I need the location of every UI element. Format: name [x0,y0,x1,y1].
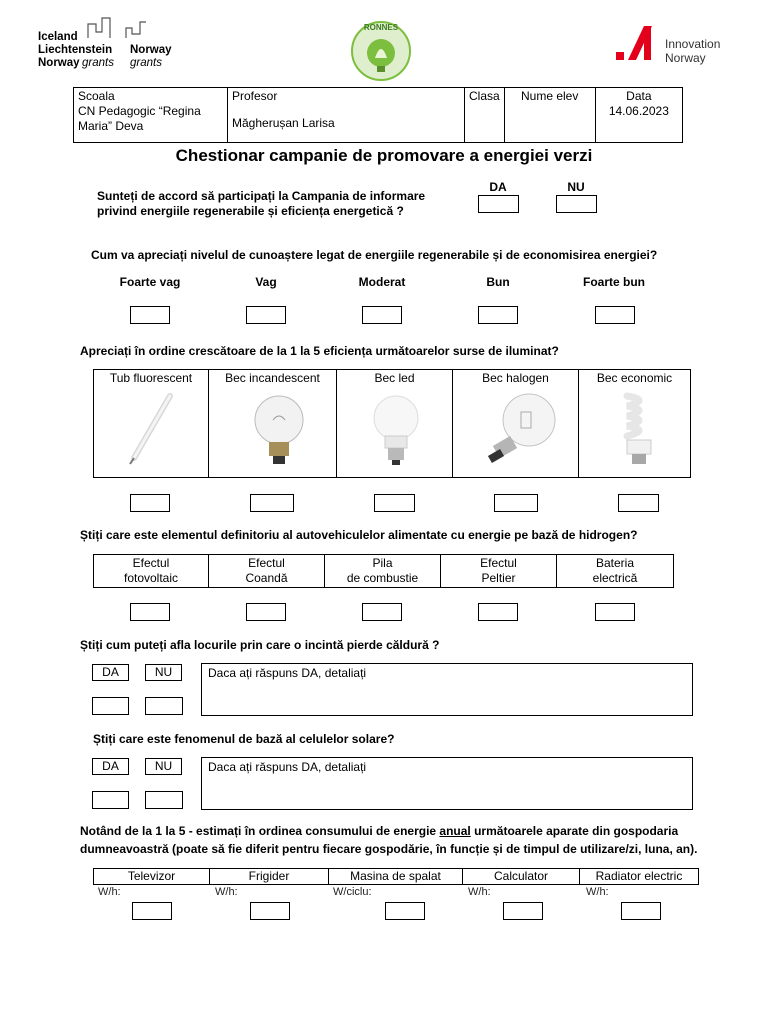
q3-cell-5 [578,369,691,478]
profesor-value: Măgherușan Larisa [232,116,335,130]
q7-box-1[interactable] [132,902,172,920]
logo-text-grants-2: grants [130,57,162,69]
logo-text-liechtenstein: Liechtenstein [38,44,113,56]
q7-item-5: Radiator electric [579,868,699,885]
header-table [73,87,683,143]
q5-detail-field[interactable]: Daca ați răspuns DA, detaliați [201,663,693,716]
q7-text-b: următoarele aparate din gospodaria [470,824,679,838]
q6-da-checkbox[interactable] [92,791,129,809]
q3-cell-3 [336,369,453,478]
q4-cell-1 [93,554,209,588]
q2-box-3[interactable] [362,306,402,324]
q7-text-a: Notând de la 1 la 5 - estimați în ordinea consumului de energie [80,824,440,838]
q3-box-1[interactable] [130,494,170,512]
q3-text: Apreciați în ordine crescătoare de la 1 la 5 eficiența următoarelor surse de iluminat? [80,344,559,358]
halogen-bulb-icon [481,388,561,473]
q4-label-4a: Efectul [480,556,517,570]
q4-label-2b: Coandă [245,571,288,585]
q4-label-5b: electrică [592,571,638,585]
q5-text: Știți cum puteți afla locurile prin care o incintă pierde căldură ? [80,638,440,652]
q7-text-anual: anual [439,824,471,838]
data-value: 14.06.2023 [608,104,669,118]
q7-text-line2: dumneavoastră (poate să fie diferit pentru fiecare gospodărie, în funcție și de timpul de utilizare/zi, luna, an). [80,842,698,856]
q3-label-5: Bec economic [596,371,673,385]
incandescent-bulb-icon [239,390,309,475]
q4-box-3[interactable] [362,603,402,621]
innovation-norway-mark [614,24,654,64]
q2-option-5: Foarte bun [583,275,645,289]
led-bulb-icon [361,390,431,475]
q2-option-1: Foarte vag [119,275,181,289]
q6-text: Știți care este fenomenul de bază al celulelor solare? [93,732,395,746]
q4-label-1b: fotovoltaic [123,571,179,585]
fluorescent-tube-icon [122,390,182,470]
q6-nu-label: NU [145,758,182,775]
q7-box-2[interactable] [250,902,290,920]
q3-label-2: Bec incandescent [225,371,320,385]
q2-box-2[interactable] [246,306,286,324]
innovation-norway-text [665,37,720,65]
innovation-norway-icon [614,24,654,64]
logo-text-norway: Norway [38,57,80,69]
eea-skyline-icon [86,16,166,44]
q7-box-5[interactable] [621,902,661,920]
eea-grants-logo [38,16,188,76]
q2-text: Cum va apreciați nivelul de cunoaștere legat de energiile regenerabile și de economisirea energiei? [91,248,658,262]
q1-da-checkbox[interactable] [478,195,519,213]
q3-cell-2 [208,369,337,478]
q4-cell-2 [208,554,325,588]
q4-label-2a: Efectul [248,556,285,570]
q7-item-2: Frigider [209,868,329,885]
q6-nu-checkbox[interactable] [145,791,183,809]
q3-box-4[interactable] [494,494,538,512]
q5-da-checkbox[interactable] [92,697,129,715]
q2-box-4[interactable] [478,306,518,324]
q4-text: Știți care este elementul definitoriu al autovehiculelor alimentate cu energie pe bază de hidrogen? [80,528,638,542]
q4-box-2[interactable] [246,603,286,621]
economic-bulb-icon [609,390,669,475]
q2-box-5[interactable] [595,306,635,324]
scoala-value: CN Pedagogic “Regina Maria” Deva [78,104,201,133]
q5-nu-checkbox[interactable] [145,697,183,715]
q7-box-3[interactable] [385,902,425,920]
q3-label-3: Bec led [374,371,415,385]
nume-elev-cell[interactable] [504,88,595,143]
q7-unit-3: W/ciclu: [333,886,372,898]
q2-box-1[interactable] [130,306,170,324]
q3-box-2[interactable] [250,494,294,512]
data-cell [595,88,682,143]
q4-label-4b: Peltier [481,571,516,585]
q6-da-label: DA [92,758,129,775]
q7-box-4[interactable] [503,902,543,920]
q2-option-2: Vag [255,275,277,289]
q5-nu-label: NU [145,664,182,681]
q4-label-3a: Pila [372,556,393,570]
q4-cell-5 [556,554,674,588]
q1-da-label: DA [489,180,507,194]
q3-box-3[interactable] [374,494,415,512]
q7-unit-5: W/h: [586,886,609,898]
norway-word: Norway [665,51,706,65]
q7-unit-1: W/h: [98,886,121,898]
profesor-cell [228,88,465,143]
ronnes-text: RONNES [363,23,399,32]
q2-option-4: Bun [486,275,510,289]
q3-box-5[interactable] [618,494,659,512]
clasa-label: Clasa [469,89,500,103]
q4-box-4[interactable] [478,603,518,621]
logo-text-iceland: Iceland [38,31,78,43]
q1-nu-label: NU [567,180,585,194]
innovation-word: Innovation [665,37,721,51]
page-title: Chestionar campanie de promovare a energiei verzi [175,146,593,165]
q3-label-1: Tub fluorescent [109,371,193,385]
logo-text-grants: grants [82,57,114,69]
logo-text-norway-2: Norway [130,44,172,56]
clasa-cell[interactable] [465,88,505,143]
q4-cell-4 [440,554,557,588]
q7-item-3: Masina de spalat [328,868,463,885]
q6-detail-field[interactable]: Daca ați răspuns DA, detaliați [201,757,693,810]
nume-elev-label: Nume elev [521,89,579,103]
scoala-label: Scoala [78,89,115,103]
q4-box-1[interactable] [130,603,170,621]
q7-unit-4: W/h: [468,886,491,898]
q3-cell-1 [93,369,209,478]
ronnes-logo [350,20,412,82]
q7-item-4: Calculator [462,868,580,885]
scoala-cell [74,88,228,143]
q1-text: Sunteți de accord să participați la Campania de informare privind energiile regenerabile și eficiența energetică ? [97,189,426,218]
profesor-label: Profesor [232,89,278,103]
q7-item-1: Televizor [93,868,210,885]
q1-nu-checkbox[interactable] [556,195,597,213]
q4-label-1a: Efectul [132,556,170,570]
q2-option-3: Moderat [358,275,406,289]
q7-unit-2: W/h: [215,886,238,898]
q5-da-label: DA [92,664,129,681]
q4-box-5[interactable] [595,603,635,621]
q7-text-line1 [80,824,720,839]
q3-label-4: Bec halogen [482,371,549,385]
q4-cell-3 [324,554,441,588]
q4-label-5a: Bateria [595,556,635,570]
data-label: Data [626,89,652,103]
q3-cell-4 [452,369,579,478]
q4-label-3b: de combustie [346,571,419,585]
